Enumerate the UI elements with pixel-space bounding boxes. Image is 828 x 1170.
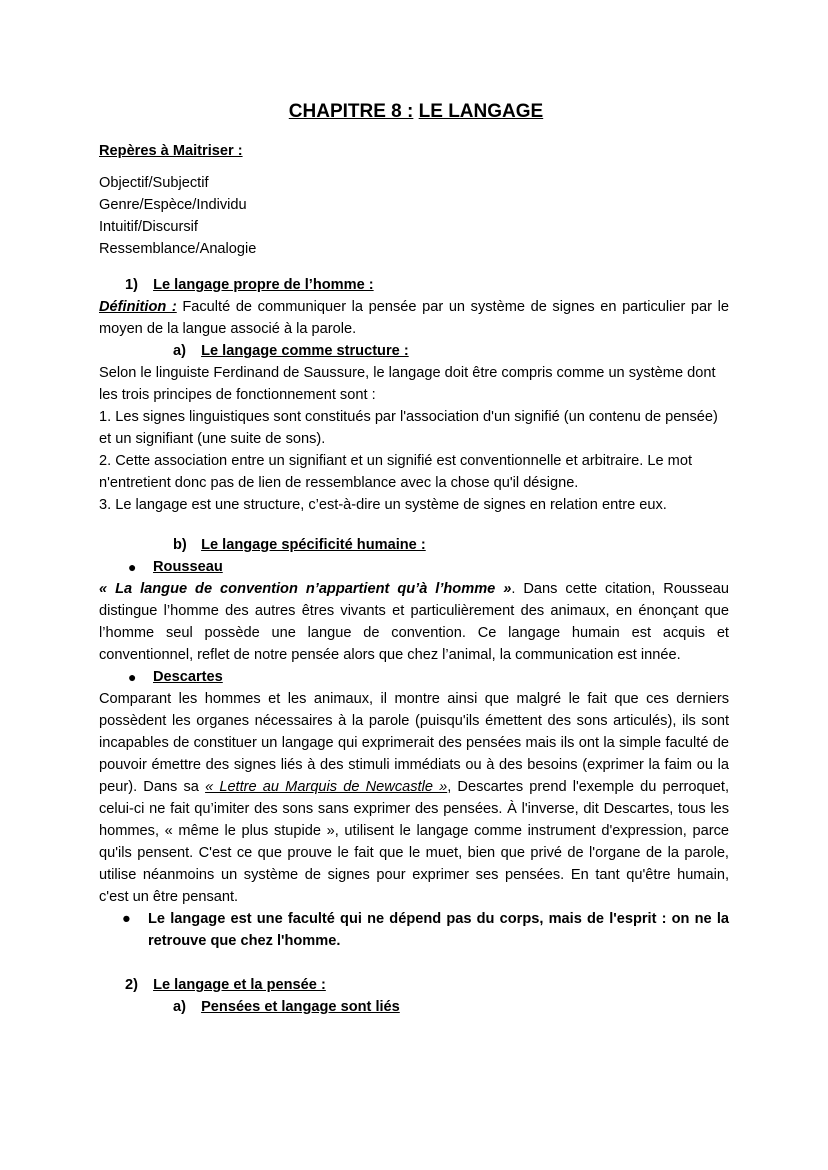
descartes-text-2: , Descartes prend l'exemple du perroquet, celui-ci ne fait qu’imiter des sons sans exprimer des pensées. À l'inverse, dit Descartes, tous les hommes, « même le plus stupide », utilisent le langage comme instrument d'expression, parce qu'ils pensent. C'est ce que prouve le fait que le muet, bien que privé de l'organe de la parole, utilise néanmoins un système de signes pour exprimer ses pensées. En tant qu'être humain, c'est un être pensant.	[99, 779, 729, 905]
rousseau-quote: « La langue de convention n’appartient qu’à l’homme »	[99, 581, 512, 597]
definition-label: Définition :	[99, 299, 177, 315]
bullet-label: Descartes	[153, 669, 223, 685]
reperes-list	[99, 172, 729, 260]
bullet-rousseau	[99, 556, 729, 578]
reperes-heading: Repères à Maitriser :	[99, 143, 243, 159]
bullet-descartes	[99, 666, 729, 688]
section-2-heading	[99, 974, 729, 996]
subsection-number: b)	[173, 537, 187, 553]
section-title: Le langage et la pensée :	[153, 977, 326, 993]
subsection-title: Le langage comme structure :	[201, 343, 409, 359]
bullet-icon: ●	[128, 669, 137, 685]
paragraph: Selon le linguiste Ferdinand de Saussure, le langage doit être compris comme un système dont les trois principes de fonctionnement sont :	[99, 365, 716, 403]
section-number: 1)	[125, 277, 138, 293]
paragraph: 3. Le langage est une structure, c’est-à-dire un système de signes en relation entre eux.	[99, 497, 667, 513]
paragraph: 1. Les signes linguistiques sont constitués par l'association d'un signifié (un contenu de pensée) et un signifiant (une suite de sons).	[99, 409, 718, 447]
title-chapter: CHAPITRE 8 :	[288, 101, 414, 122]
page-title	[103, 98, 729, 126]
paragraph: 2. Cette association entre un signifiant et un signifié est conventionnelle et arbitraire. Le mot n'entretient donc pas de lien de ressemblance avec la chose qu'il désigne.	[99, 453, 693, 491]
list-item: Ressemblance/Analogie	[99, 241, 257, 257]
conclusion-text: Le langage est une faculté qui ne dépend pas du corps, mais de l'esprit : on ne la retrouve que chez l'homme.	[148, 911, 729, 949]
descartes-work-title: « Lettre au Marquis de Newcastle »	[205, 779, 448, 795]
subsection-1b-heading	[99, 534, 729, 556]
section-1-heading	[99, 274, 729, 296]
subsection-1a-heading	[99, 340, 729, 362]
rousseau-paragraph	[99, 578, 729, 666]
conclusion-bullet	[99, 908, 729, 952]
descartes-paragraph	[99, 688, 729, 908]
document-page	[99, 98, 729, 1018]
list-item: Genre/Espèce/Individu	[99, 197, 247, 213]
subsection-number: a)	[173, 999, 186, 1015]
subsection-2a-heading	[99, 996, 729, 1018]
section-number: 2)	[125, 977, 138, 993]
bullet-icon: ●	[128, 559, 137, 575]
definition-text: Faculté de communiquer la pensée par un système de signes en particulier par le moyen de la langue associé à la parole.	[99, 299, 729, 337]
list-item: Objectif/Subjectif	[99, 175, 209, 191]
bullet-icon: ●	[122, 911, 131, 927]
subsection-number: a)	[173, 343, 186, 359]
title-subject: LE LANGAGE	[418, 101, 544, 122]
subsection-title: Pensées et langage sont liés	[201, 999, 400, 1015]
list-item: Intuitif/Discursif	[99, 219, 198, 235]
definition-paragraph	[99, 296, 729, 340]
bullet-label: Rousseau	[153, 559, 223, 575]
section-title: Le langage propre de l’homme :	[153, 277, 374, 293]
descartes-text-1: Comparant les hommes et les animaux, il montre ainsi que malgré le fait que ces derniers possèdent les organes nécessaires à la parole (puisqu'ils émettent des sons articulés), ils sont incapables de constituer un langage qui exprimerait des pensées mais ils ont la simple faculté de pouvoir émettre des signes liés à des stimuli immédiats ou à des besoins (exprimer la faim ou la peur). Dans sa	[99, 691, 729, 795]
subsection-title: Le langage spécificité humaine :	[201, 537, 426, 553]
rousseau-text: . Dans cette citation, Rousseau distingue l’homme des autres êtres vivants et particulièrement des animaux, en énonçant que l’homme seul possède une langue de convention. Ce langage humain est acquis et conventionnel, reflet de notre pensée alors que chez l’animal, la communication est innée.	[99, 581, 729, 663]
